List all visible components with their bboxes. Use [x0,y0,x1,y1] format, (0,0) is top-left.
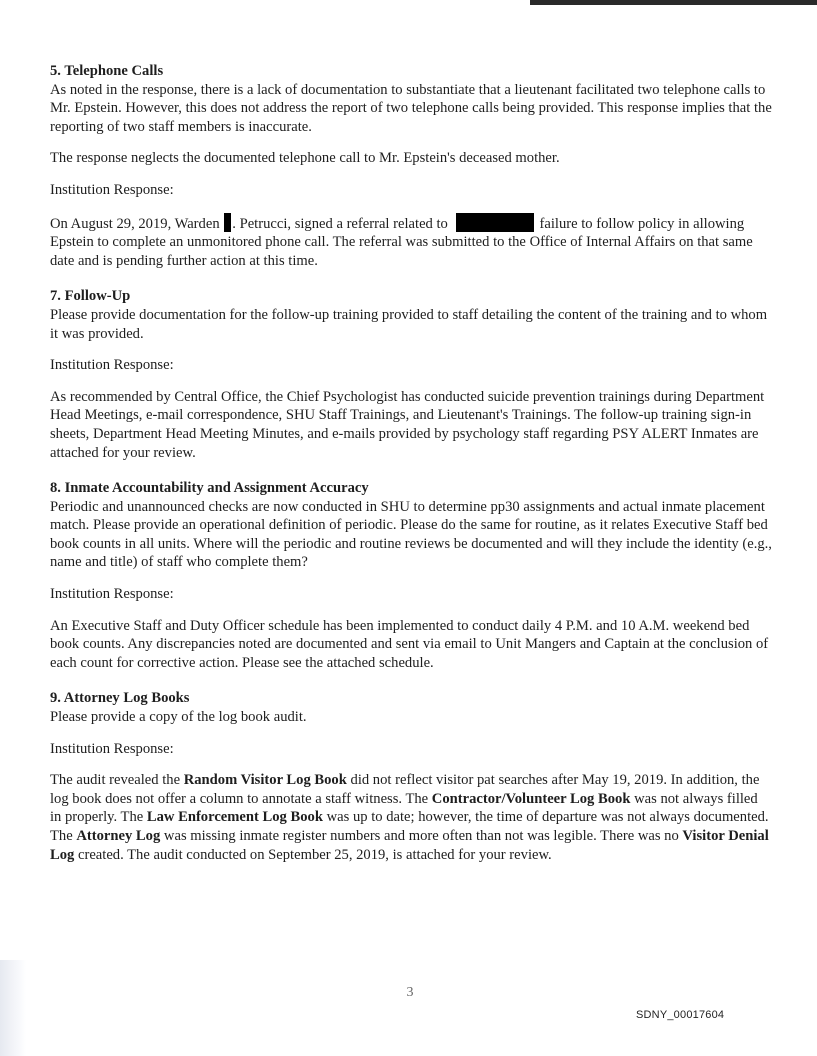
section-9 [50,689,772,726]
section-7-paragraph-1: Please provide documentation for the follow-up training provided to staff detailing the content of the training and to whom it was provided. [50,306,768,342]
section-7-response: As recommended by Central Office, the Chief Psychologist has conducted suicide prevention trainings during Department Head Meetings, e-mail correspondence, SHU Staff Trainings, and Lieutenant's Trainings. The follow-up training sign-in sheets, Department Head Meeting Minutes, and e-mails provided by psychology staff regarding PSY ALERT Inmates are attached for your review. [50,388,765,461]
section-7 [50,287,772,343]
section-5-response-part-a: On August 29, 2019, Warden [50,215,220,232]
section-5-paragraph-1: As noted in the response, there is a lack of documentation to substantiate that a lieutenant facilitated two telephone calls to Mr. Epstein. However, this does not address the report of two telephone calls being provided. This response implies that the reporting of two staff members is inaccurate. [50,81,772,135]
bates-number: SDNY_00017604 [636,1009,725,1021]
section-8-response: An Executive Staff and Duty Officer schedule has been implemented to conduct daily 4 P.M. and 10 A.M. weekend bed book counts. Any discrepancies noted are documented and sent via email to Unit Mangers and Captain at the conclusion of each count for corrective action. Please see the attached schedule. [50,617,769,671]
redaction-box-large [456,213,534,232]
s9-text-5: was missing inmate register numbers and more often than not was legible. There was no [163,828,679,844]
section-5-title: 5. Telephone Calls [50,63,164,79]
s9-bold-visitor-denial-log: Visitor Denial Log [50,828,769,863]
section-9-title: 9. Attorney Log Books [50,690,190,707]
section-7-response-label: Institution Response: [50,357,174,374]
document-body [50,62,772,877]
top-edge-rule [530,0,817,5]
section-8-title: 8. Inmate Accountability and Assignment Accuracy [50,480,369,497]
section-7-title: 7. Follow-Up [50,288,131,305]
s9-bold-attorney-log: Attorney Log [76,828,161,844]
s9-text-1: The audit revealed the [50,772,181,789]
s9-text-3: was not always filled in properly. The [50,790,758,826]
s9-text-2: did not reflect visitor pat searches after May 19, 2019. In addition, the log book does not offer a column to annotate a staff witness. The [50,772,760,807]
section-5-response-part-c: failure to follow policy in allowing Epstein to complete an unmonitored phone call. The referral was submitted to the Office of Internal Affairs on that same date and is pending further action at this time. [50,215,753,269]
s9-bold-random-visitor-log: Random Visitor Log Book [183,772,347,789]
section-9-response-label: Institution Response: [50,740,174,757]
section-9-paragraph-1: Please provide a copy of the log book audit. [50,709,307,726]
s9-bold-contractor-log: Contractor/Volunteer Log Book [431,790,631,807]
section-5-paragraph-2: The response neglects the documented telephone call to Mr. Epstein's deceased mother. [50,150,560,167]
section-5 [50,62,772,136]
section-5-response [50,213,772,271]
scan-edge-shadow [0,960,26,1056]
page-number: 3 [406,985,414,1000]
section-9-response [50,771,772,864]
section-8-paragraph-1: Periodic and unannounced checks are now conducted in SHU to determine pp30 assignments and actual inmate placement match. Please provide an operational definition of periodic. Please do the same for routine, as it relates Executive Staff bed book counts in all units. Where will the periodic and routine reviews be documented and will they include the identity (e.g., name and title) of staff who complete them? [50,498,772,571]
section-8 [50,479,772,572]
section-5-response-label: Institution Response: [50,181,174,198]
s9-bold-law-enforcement-log: Law Enforcement Log Book [146,809,323,826]
s9-text-4: was up to date; however, the time of departure was not always documented. The [50,809,769,844]
section-8-response-label: Institution Response: [50,586,174,603]
redaction-box-small [224,213,231,232]
section-5-response-part-b: . Petrucci, signed a referral related to [232,215,448,232]
s9-text-6: created. The audit conducted on September 25, 2019, is attached for your review. [77,846,552,863]
